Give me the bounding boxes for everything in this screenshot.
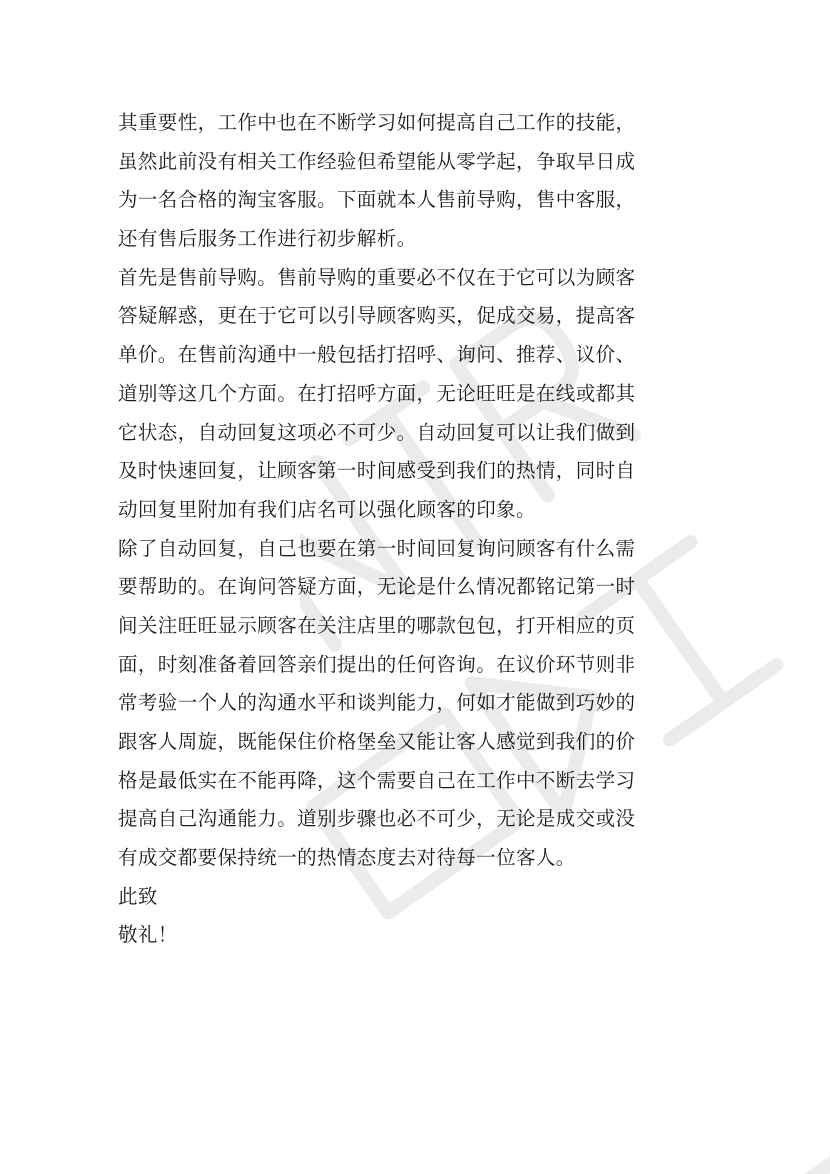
closing-line: 此致: [118, 884, 158, 908]
body-line: 还有售后服务工作进行初步解析。: [118, 227, 417, 251]
body-line: 首先是售前导购。售前导购的重要必不仅在于它可以为顾客: [118, 265, 636, 289]
body-line: 除了自动回复，自己也要在第一时间回复询问顾客有什么需: [118, 536, 636, 560]
body-line: 跟客人周旋，既能保住价格堡垒又能让客人感觉到我们的价: [118, 730, 636, 753]
letter-body: [118, 104, 718, 955]
body-line: 其重要性，工作中也在不断学习如何提高自己工作的技能，: [118, 111, 636, 134]
body-line: 虽然此前没有相关工作经验但希望能从零学起，争取早日成: [118, 149, 636, 173]
body-line: 提高自己沟通能力。道别步骤也必不可少，无论是成交或没: [118, 807, 636, 831]
body-line: 有成交都要保持统一的热情态度去对待每一位客人。: [118, 846, 576, 870]
body-line: 格是最低实在不能再降，这个需要自己在工作中不断去学习: [118, 768, 636, 792]
body-line: 答疑解惑，更在于它可以引导顾客购买，促成交易，提高客: [118, 304, 636, 328]
body-line: 面，时刻准备着回答亲们提出的任何咨询。在议价环节则非: [118, 652, 636, 676]
body-line: 为一名合格的淘宝客服。下面就本人售前导购，售中客服，: [118, 188, 636, 212]
body-line: 常考验一个人的沟通水平和谈判能力，何如才能做到巧妙的: [118, 691, 636, 715]
body-line: 它状态，自动回复这项必不可少。自动回复可以让我们做到: [118, 420, 636, 444]
body-line: 道别等这几个方面。在打招呼方面，无论旺旺是在线或都其: [118, 381, 636, 405]
body-line: 及时快速回复，让顾客第一时间感受到我们的热情，同时自: [118, 459, 636, 483]
body-line: 间关注旺旺显示顾客在关注店里的哪款包包，打开相应的页: [118, 613, 636, 637]
body-line: 单价。在售前沟通中一般包括打招呼、询问、推荐、议价、: [118, 343, 636, 367]
closing-salutation: 敬礼！: [118, 923, 178, 947]
body-line: 动回复里附加有我们店名可以强化顾客的印象。: [118, 497, 536, 521]
body-line: 要帮助的。在询问答疑方面，无论是什么情况都铭记第一时: [118, 575, 636, 599]
